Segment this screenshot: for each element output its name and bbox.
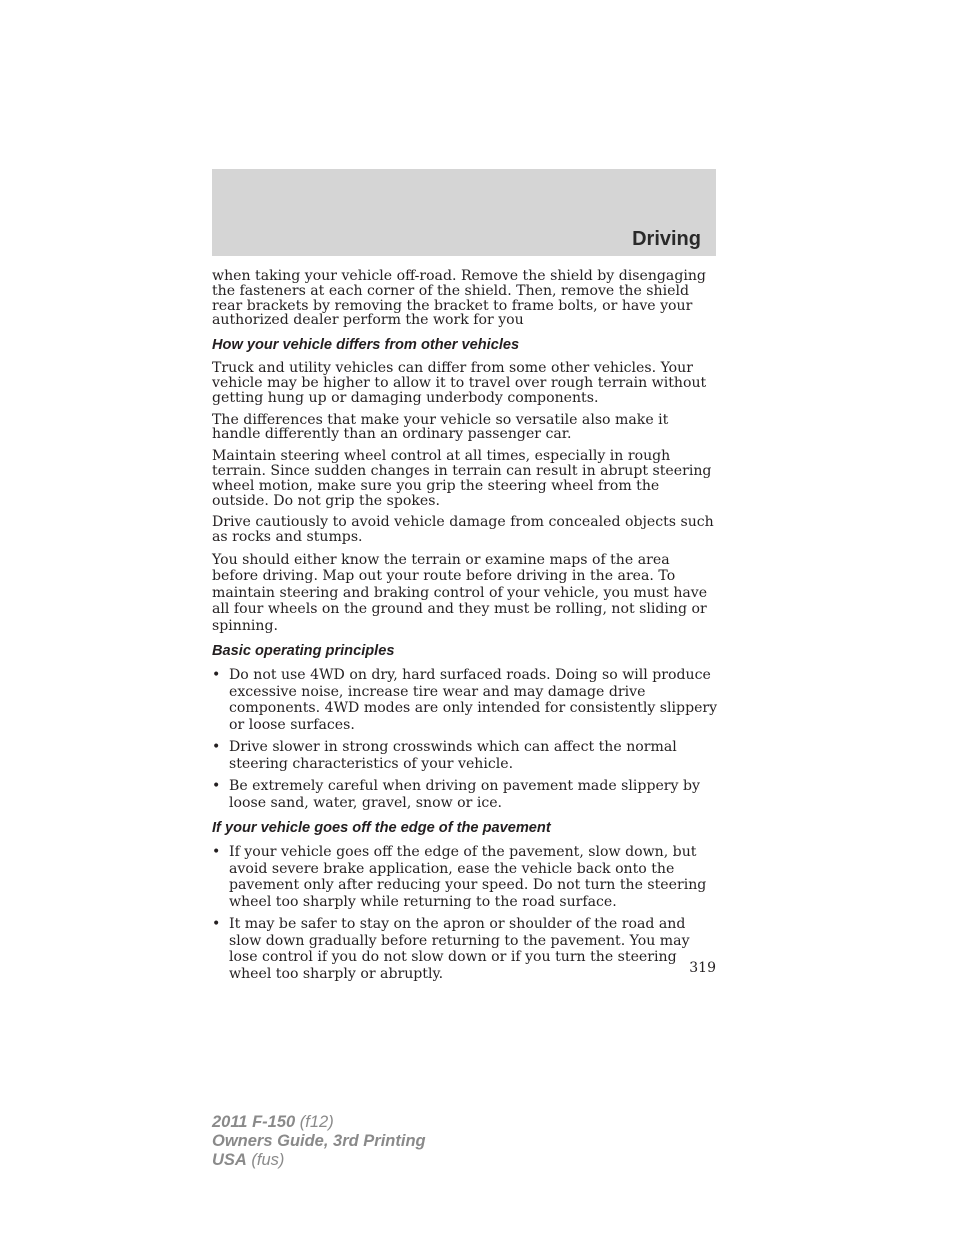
page-content [212, 269, 718, 990]
bullet-icon: • [212, 739, 221, 756]
bullet-icon: • [212, 916, 221, 933]
paragraph: You should either know the terrain or examine maps of the area before driving. Map out your route before driving in the area. To maintain steering and braking control of your vehicle, you must have all four wheels on the ground and they must be rolling, not sliding or spinning. [212, 551, 708, 634]
list-item [212, 778, 718, 811]
section-title: Driving [632, 228, 701, 250]
paragraph: Drive cautiously to avoid vehicle damage from concealed objects such as rocks and stumps. [212, 514, 714, 546]
document-footer [212, 1113, 426, 1170]
heading-vehicle-differences: How your vehicle differs from other vehicles [212, 337, 520, 354]
footer-market-code: (fus) [246, 1151, 285, 1169]
section-header-band [212, 169, 716, 256]
bullet-list [212, 667, 718, 811]
footer-market: USA [212, 1151, 247, 1169]
page-number: 319 [689, 960, 716, 976]
paragraph: The differences that make your vehicle so versatile also make it handle differently than an ordinary passenger car. [212, 411, 669, 443]
footer-model: 2011 F-150 [212, 1113, 296, 1131]
bullet-icon: • [212, 667, 221, 684]
bullet-icon: • [212, 778, 221, 795]
list-item [212, 844, 718, 910]
footer-line-edition: Owners Guide, 3rd Printing [212, 1132, 426, 1150]
heading-off-pavement: If your vehicle goes off the edge of the pavement [212, 820, 551, 837]
intro-paragraph: when taking your vehicle off-road. Remove the shield by disengaging the fasteners at each corner of the shield. Then, remove the shield rear brackets by removing the bracket to frame bolts, or have your authorized dealer perform the work for you [212, 268, 706, 329]
list-item [212, 739, 718, 772]
list-item-text: Do not use 4WD on dry, hard surfaced roads. Doing so will produce excessive noise, increase tire wear and may damage drive components. 4WD modes are only intended for consistently slippery or loose surfaces. [229, 667, 718, 733]
paragraph: Truck and utility vehicles can differ from some other vehicles. Your vehicle may be higher to allow it to travel over rough terrain without getting hung up or damaging underbody components. [212, 360, 707, 406]
list-item [212, 667, 718, 733]
footer-line-market [212, 1151, 426, 1170]
paragraph: Maintain steering wheel control at all times, especially in rough terrain. Since sudden changes in terrain can result in abrupt steering wheel motion, make sure you grip the steering wheel from the outside. Do not grip the spokes. [212, 448, 712, 509]
footer-model-code: (f12) [295, 1113, 334, 1131]
list-item-text: Be extremely careful when driving on pavement made slippery by loose sand, water, gravel, snow or ice. [229, 778, 700, 811]
bullet-icon: • [212, 844, 221, 861]
list-item-text: If your vehicle goes off the edge of the pavement, slow down, but avoid severe brake application, ease the vehicle back onto the pavement only after reducing your speed. Do not turn the steering wheel too sharply while returning to the road surface. [229, 844, 707, 910]
list-item-text: Drive slower in strong crosswinds which can affect the normal steering characteristics of your vehicle. [229, 739, 677, 772]
list-item-text: It may be safer to stay on the apron or shoulder of the road and slow down gradually before returning to the pavement. You may lose control if you do not slow down or if you turn the steering wheel too sharply or abruptly. [229, 916, 690, 982]
footer-line-model [212, 1113, 426, 1132]
heading-basic-operating-principles: Basic operating principles [212, 643, 395, 660]
